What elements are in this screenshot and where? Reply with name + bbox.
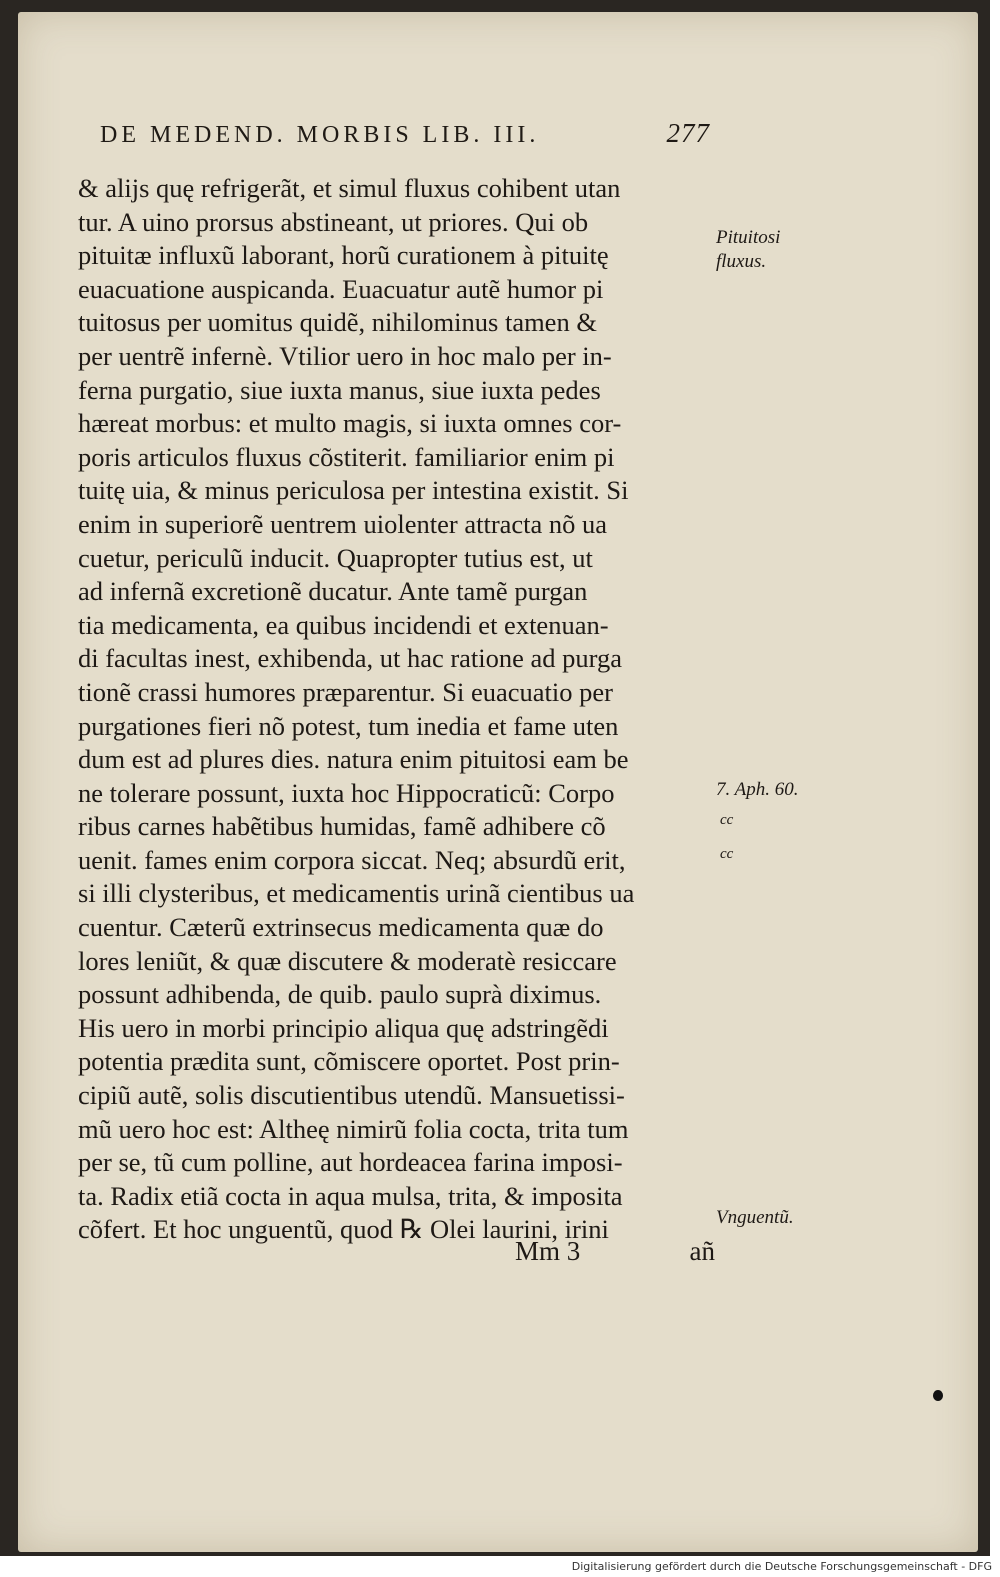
text-line: per uentrẽ infernè. Vtilior uero in hoc malo per in- [78,340,612,371]
marginal-note-aphorism: 7. Aph. 60. [716,779,799,800]
text-line: ad infernã excretionẽ ducatur. Ante tamẽ purgan [78,576,588,607]
text-line: & alijs quę refrigerãt, et simul fluxus cohibent utan [78,173,621,203]
text-line: potentia prædita sunt, cõmiscere oportet. Post prin- [78,1046,620,1077]
text-line: poris articulos fluxus cõstiterit. familiarior enim pi [78,441,615,472]
text-line: di facultas inest, exhibenda, ut hac ratione ad purga [78,643,623,674]
text-line: dum est ad plures dies. natura enim pituitosi eam be [78,744,629,775]
text-line: cuentur. Cæterũ extrinsecus medicamenta quæ do [78,912,604,943]
text-line: uenit. fames enim corpora siccat. Neq; absurdũ erit, [78,844,626,875]
marginal-note-unguentum: Vnguentũ. [716,1207,794,1228]
text-line: enim in superiorẽ uentrem uiolenter attracta nõ ua [78,508,608,539]
marginal-quote-mark: cc [720,812,734,828]
marginal-note-pituitosi [716,226,780,274]
text-line: ne tolerare possunt, iuxta hoc Hippocraticũ: Corpo [78,777,615,808]
signature-line [515,1236,715,1267]
running-head-title: DE MEDEND. MORBIS LIB. III. [100,122,540,148]
signature-mark: Mm 3 [515,1236,581,1266]
running-head [100,118,710,149]
text-line: per se, tũ cum polline, aut hordeacea farina imposi- [78,1147,623,1178]
text-line: mũ uero hoc est: Altheę nimirũ folia cocta, trita tum [78,1113,629,1144]
text-line: ferna purgatio, siue iuxta manus, siue iuxta pedes [78,374,601,405]
text-line: possunt adhibenda, de quib. paulo suprà diximus. [78,979,602,1010]
text-line: cuetur, periculũ inducit. Quapropter tutius est, ut [78,542,593,573]
text-line: cipiũ autẽ, solis discutientibus utendũ. Mansuetissi- [78,1080,625,1111]
text-line: hæreat morbus: et multo magis, si iuxta omnes cor- [78,408,622,439]
text-line: tia medicamenta, ea quibus incidendi et extenuan- [78,609,609,640]
ink-spot [933,1390,943,1401]
catchword: añ [689,1236,715,1266]
text-line: si illi clysteribus, et medicamentis urinã cientibus ua [78,878,635,909]
marginal-note-line: fluxus. [716,251,767,272]
marginal-quote-mark: cc [720,846,734,862]
text-line: ribus carnes habẽtibus humidas, famẽ adhibere cõ [78,811,606,842]
text-line: lores leniũt, & quæ discutere & moderatè resiccare [78,945,617,976]
text-line: tuitosus per uomitus quidẽ, nihilominus tamen & [78,307,597,338]
text-line: His uero in morbi principio aliqua quę adstringẽdi [78,1012,609,1043]
text-line: tuitę uia, & minus periculosa per intestina existit. Si [78,475,629,506]
page-number: 277 [666,118,710,148]
text-line: cõfert. Et hoc unguentũ, quod ℞ Olei laurini, irini [78,1214,609,1245]
text-line: ta. Radix etiã cocta in aqua mulsa, trita, & imposita [78,1180,623,1211]
text-line: purgationes fieri nõ potest, tum inedia et fame uten [78,710,619,741]
text-line: euacuatione auspicanda. Euacuatur autẽ humor pi [78,273,604,304]
marginal-note-line: Pituitosi [716,227,781,248]
text-line: tur. A uino prorsus abstineant, ut priores. Qui ob [78,206,589,237]
body-text [78,172,718,1247]
text-line: tionẽ crassi humores præparentur. Si euacuatio per [78,676,613,707]
text-line: pituitæ influxũ laborant, horũ curationem à pituitę [78,240,609,271]
digitization-credit: Digitalisierung gefördert durch die Deutsche Forschungsgemeinschaft - DFG [571,1560,992,1573]
